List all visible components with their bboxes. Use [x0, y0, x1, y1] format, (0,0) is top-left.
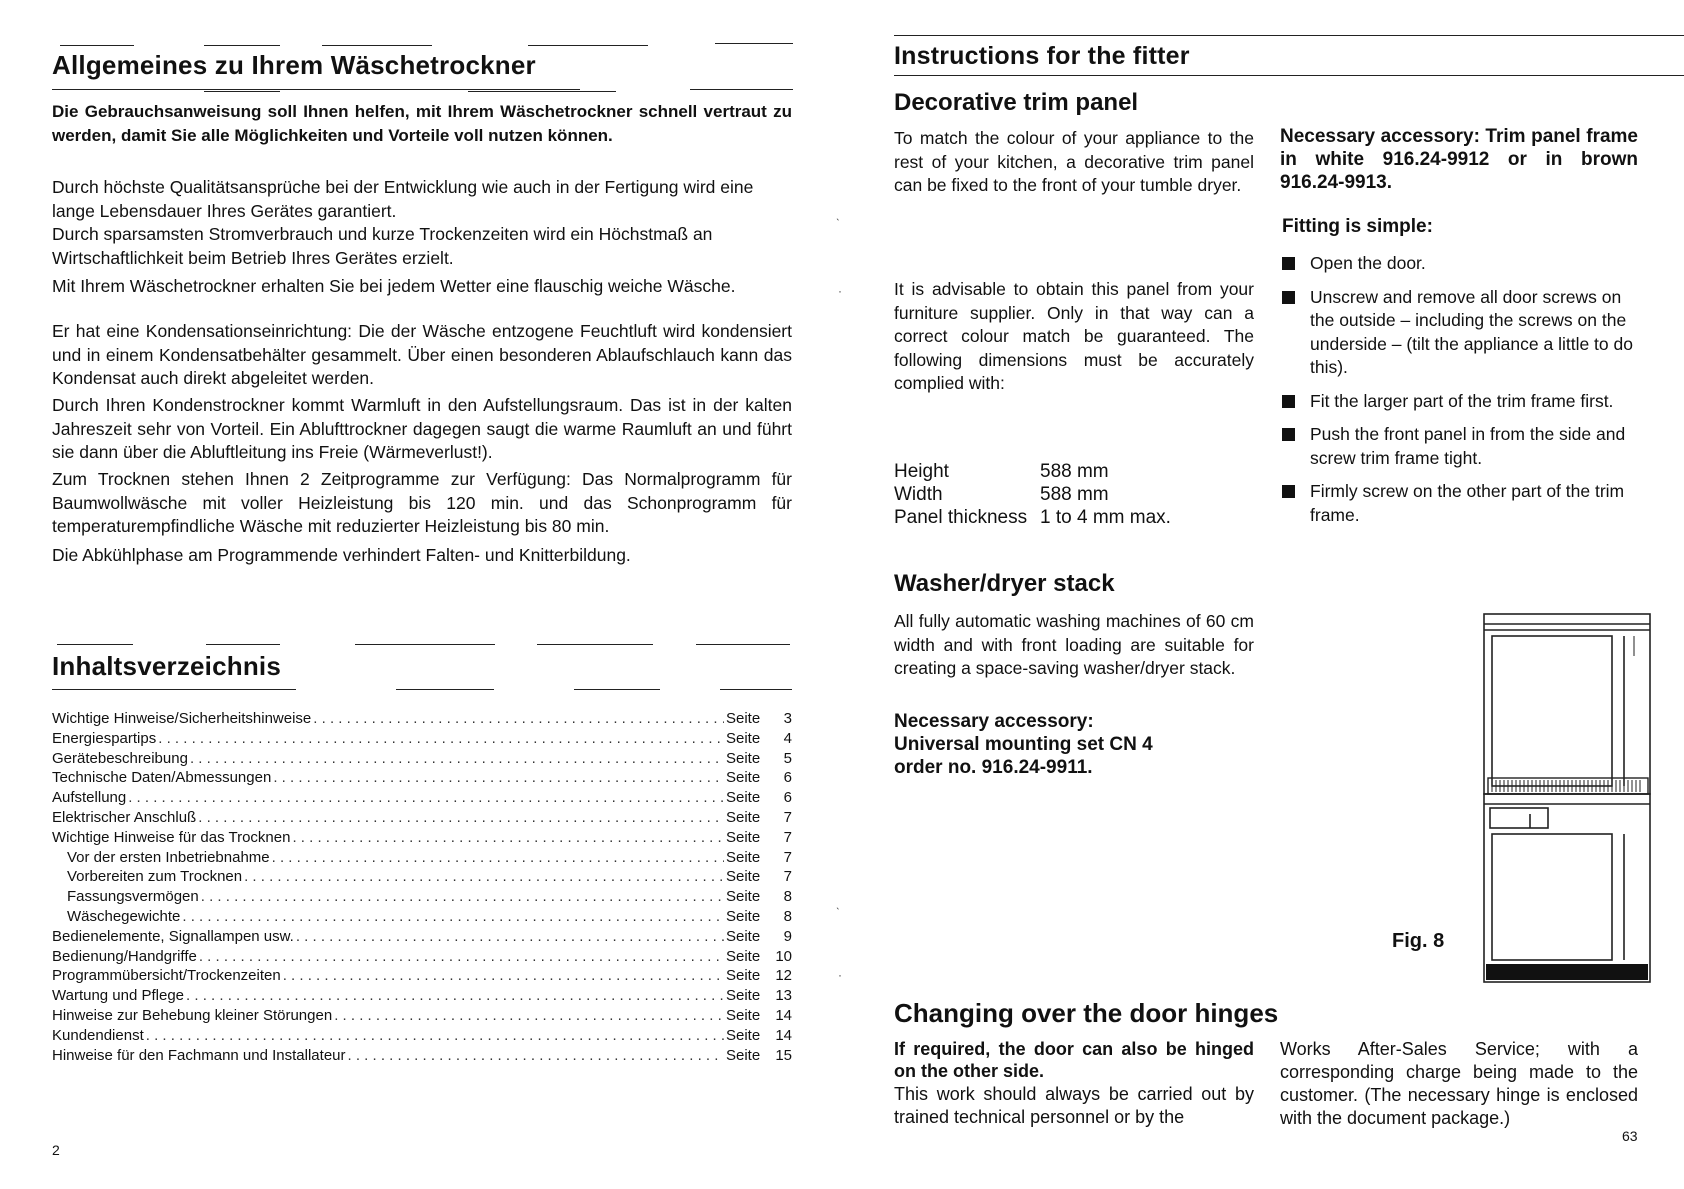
toc-entry	[52, 887, 792, 907]
decorative-rule	[574, 689, 660, 690]
toc-page-word: Seite	[726, 947, 761, 965]
toc-entry-label: Hinweise zur Behebung kleiner Störungen	[52, 1006, 333, 1024]
table-of-contents	[52, 709, 792, 1065]
figure-caption: Fig. 8	[1392, 930, 1445, 952]
fitting-title: Fitting is simple:	[1282, 216, 1433, 237]
page-number: 63	[1622, 1128, 1638, 1144]
stack-accessory-line: Necessary accessory:	[894, 711, 1094, 732]
toc-entry-label: Technische Daten/Abmessungen	[52, 769, 272, 787]
hinges-text-right: Works After-Sales Service; with a corresponding charge being made to the customer. (The necessary hinge is enclosed with the document package.)	[1280, 1039, 1638, 1128]
toc-entry-label: Bedienung/Handgriffe	[52, 947, 197, 965]
toc-leader-dots	[244, 867, 724, 887]
toc-leader-dots	[158, 729, 724, 749]
toc-entry	[52, 709, 792, 729]
scan-mark: ˎ	[836, 207, 840, 221]
decorative-rule	[204, 45, 280, 46]
list-item: Push the front panel in from the side and screw trim frame tight.	[1280, 423, 1638, 470]
toc-entry-label: Wäschegewichte	[67, 907, 181, 925]
toc-entry	[52, 788, 792, 808]
toc-page-number: 8	[783, 888, 792, 906]
decorative-rule	[206, 644, 280, 645]
washer-control-panel	[1490, 808, 1548, 828]
washer-dryer-stack-figure	[1482, 610, 1682, 992]
toc-page-number: 6	[783, 789, 792, 807]
toc-entry-label: Elektrischer Anschluß	[52, 808, 197, 826]
toc-entry	[52, 966, 792, 986]
toc-page-number: 9	[783, 927, 792, 945]
decorative-rule	[60, 45, 134, 46]
toc-entry-label: Bedienelemente, Signallampen usw.	[52, 927, 294, 945]
toc-page-number: 3	[783, 710, 792, 727]
dimension-row	[894, 483, 1171, 506]
scan-mark: ˎ	[836, 896, 840, 910]
toc-page-number: 12	[775, 967, 792, 985]
toc-entry-label: Energiespartips	[52, 729, 157, 747]
page-number: 2	[52, 1142, 60, 1158]
toc-page-number: 14	[775, 1006, 792, 1024]
toc-page-word: Seite	[726, 1046, 761, 1064]
toc-entry-label: Wichtige Hinweise/Sicherheitshinweise	[52, 710, 312, 727]
toc-leader-dots	[146, 1026, 724, 1046]
toc-page-number: 7	[783, 828, 792, 846]
toc-entry-label: Vor der ersten Inbetriebnahme	[67, 848, 270, 866]
trim-intro: To match the colour of your appliance to the rest of your kitchen, a decorative trim panel can be fixed to the front of your tumble dryer.	[894, 128, 1254, 195]
section-heading-trim: Decorative trim panel	[894, 89, 1139, 116]
toc-entry-label: Wichtige Hinweise für das Trocknen	[52, 828, 291, 846]
toc-entry	[52, 867, 792, 887]
toc-entry-label: Wartung und Pflege	[52, 987, 185, 1005]
body-paragraph: Er hat eine Kondensationseinrichtung: Die der Wäsche entzogene Feuchtluft wird kondensiert und in einem Kondensatbehälter gesammelt. Über einen besonderen Ablaufschlauch kann das Kondensat auch direkt abgeleitet werden.	[52, 321, 792, 388]
toc-page-word: Seite	[726, 868, 761, 886]
toc-entry	[52, 1046, 792, 1066]
toc-entry	[52, 1006, 792, 1026]
dimension-label: Panel thickness	[894, 507, 1028, 528]
hinges-bold-text: If required, the door can also be hinged on the other side.	[894, 1039, 1254, 1081]
decorative-rule	[468, 91, 616, 92]
fitting-steps	[1280, 252, 1638, 537]
toc-page-word: Seite	[726, 848, 761, 866]
toc-page-word: Seite	[726, 769, 761, 787]
toc-page-number: 10	[775, 947, 792, 965]
toc-entry	[52, 907, 792, 927]
toc-leader-dots	[182, 907, 724, 927]
toc-page-word: Seite	[726, 987, 761, 1005]
decorative-rule	[322, 45, 432, 46]
toc-leader-dots	[292, 828, 724, 848]
body-paragraph: Durch sparsamsten Stromverbrauch und kurze Trockenzeiten wird ein Höchstmaß an Wirtschaftlichkeit beim Betrieb Ihres Gerätes erzielt.	[52, 224, 713, 268]
body-paragraph: Durch Ihren Kondenstrockner kommt Warmluft in den Aufstellungsraum. Das ist in der kalten Jahreszeit sehr von Vorteil. Ein Ablufttrockner dagegen saugt die warme Raumluft an und führt sie dann über die Abluftleitung ins Freie (Wärmeverlust!).	[52, 395, 792, 462]
dimension-value: 588 mm	[1040, 484, 1109, 505]
toc-leader-dots	[313, 709, 724, 729]
stack-text: All fully automatic washing machines of 60 cm width and with front loading are suitable for creating a space-saving washer/dryer stack.	[894, 611, 1254, 678]
dryer-body	[1484, 614, 1650, 794]
trim-advice: It is advisable to obtain this panel from your furniture supplier. Only in that way can a correct colour match be guaranteed. The following dimensions must be accurately complied with:	[894, 279, 1254, 393]
dimensions-table	[894, 460, 1171, 529]
intro-text: Die Gebrauchsanweisung soll Ihnen helfen, mit Ihrem Wäschetrockner schnell vertraut zu werden, damit Sie alle Möglichkeiten und Vorteile voll nutzen können.	[52, 102, 792, 145]
toc-entry	[52, 986, 792, 1006]
toc-page-word: Seite	[726, 888, 761, 906]
toc-entry	[52, 927, 792, 947]
toc-entry-label: Fassungsvermögen	[67, 888, 199, 906]
dimension-value: 1 to 4 mm max.	[1040, 507, 1171, 528]
toc-page-number: 7	[783, 848, 792, 866]
toc-page-word: Seite	[726, 710, 761, 727]
stack-accessory	[894, 710, 1153, 779]
toc-leader-dots	[199, 947, 724, 967]
title-underline	[52, 689, 296, 690]
toc-page-number: 7	[783, 868, 792, 886]
dimension-row	[894, 506, 1171, 529]
page-title: Instructions for the fitter	[894, 42, 1190, 70]
toc-page-word: Seite	[726, 1026, 761, 1044]
toc-leader-dots	[296, 927, 724, 947]
scan-mark: ·	[838, 284, 842, 298]
title-underline	[52, 89, 580, 90]
washer-door	[1492, 834, 1612, 960]
dimension-row	[894, 460, 1171, 483]
toc-page-number: 6	[783, 769, 792, 787]
section-heading-hinges: Changing over the door hinges	[894, 998, 1279, 1028]
toc-entry	[52, 729, 792, 749]
right-page	[842, 0, 1684, 1189]
decorative-rule	[57, 644, 133, 645]
body-paragraph: Mit Ihrem Wäschetrockner erhalten Sie bei jedem Wetter eine flauschig weiche Wäsche.	[52, 276, 736, 296]
toc-leader-dots	[198, 808, 724, 828]
toc-page-number: 15	[775, 1046, 792, 1064]
title-overline	[894, 35, 1684, 36]
toc-entry-label: Aufstellung	[52, 789, 127, 807]
toc-leader-dots	[283, 966, 724, 986]
toc-page-word: Seite	[726, 729, 761, 747]
toc-page-word: Seite	[726, 789, 761, 807]
toc-title: Inhaltsverzeichnis	[52, 651, 282, 681]
decorative-rule	[537, 644, 653, 645]
toc-entry	[52, 808, 792, 828]
body-paragraph: Die Abkühlphase am Programmende verhindert Falten- und Knitterbildung.	[52, 545, 631, 565]
decorative-rule	[528, 45, 648, 46]
washer-plinth	[1486, 964, 1648, 980]
toc-page-number: 4	[783, 729, 792, 747]
dimension-value: 588 mm	[1040, 461, 1109, 482]
toc-leader-dots	[201, 887, 724, 907]
toc-page-number: 8	[783, 907, 792, 925]
decorative-rule	[696, 644, 790, 645]
decorative-rule	[355, 644, 495, 645]
toc-entry	[52, 848, 792, 868]
toc-leader-dots	[186, 986, 724, 1006]
body-paragraph: Zum Trocknen stehen Ihnen 2 Zeitprogramme zur Verfügung: Das Normalprogramm für Baumwollwäsche mit voller Heizleistung bis 120 min. und das Schonprogramm für temperaturempfindliche Wäsche mit reduzierter Heizleistung bis 80 min.	[52, 469, 792, 536]
hinges-text-left: This work should always be carried out by trained technical personnel or by the	[894, 1084, 1254, 1127]
toc-page-word: Seite	[726, 907, 761, 925]
decorative-rule	[690, 89, 793, 90]
toc-entry-label: Gerätebeschreibung	[52, 749, 188, 767]
toc-page-word: Seite	[726, 967, 761, 985]
toc-entry-label: Hinweise für den Fachmann und Installateur	[52, 1046, 346, 1064]
toc-page-word: Seite	[726, 749, 761, 767]
toc-entry-label: Programmübersicht/Trockenzeiten	[52, 967, 281, 985]
toc-page-word: Seite	[726, 1006, 761, 1024]
toc-page-word: Seite	[726, 828, 761, 846]
toc-page-word: Seite	[726, 808, 761, 826]
dimension-label: Height	[894, 461, 949, 482]
page-title: Allgemeines zu Ihrem Wäschetrockner	[52, 50, 536, 80]
decorative-rule	[396, 689, 494, 690]
toc-leader-dots	[128, 788, 724, 808]
toc-entry	[52, 749, 792, 769]
title-underline	[894, 75, 1684, 76]
washer-body	[1484, 794, 1650, 982]
list-item: Fit the larger part of the trim frame first.	[1280, 390, 1638, 414]
toc-entry	[52, 828, 792, 848]
toc-leader-dots	[273, 768, 724, 788]
stack-accessory-line: Universal mounting set CN 4	[894, 734, 1153, 755]
decorative-rule	[720, 689, 792, 690]
toc-leader-dots	[348, 1046, 725, 1066]
toc-entry-label: Vorbereiten zum Trocknen	[67, 868, 243, 886]
list-item: Firmly screw on the other part of the trim frame.	[1280, 480, 1638, 527]
toc-page-word: Seite	[726, 927, 761, 945]
body-paragraph: Durch höchste Qualitätsansprüche bei der Entwicklung wie auch in der Fertigung wird eine lange Lebensdauer Ihres Gerätes garantiert.	[52, 177, 754, 221]
section-heading-stack: Washer/dryer stack	[894, 570, 1115, 597]
toc-entry	[52, 947, 792, 967]
toc-entry	[52, 1026, 792, 1046]
toc-page-number: 13	[775, 987, 792, 1005]
stack-accessory-line: order no. 916.24-9911.	[894, 757, 1093, 778]
dimension-label: Width	[894, 484, 943, 505]
toc-leader-dots	[190, 749, 724, 769]
scan-mark: ·	[838, 968, 842, 982]
toc-leader-dots	[334, 1006, 724, 1026]
toc-page-number: 14	[775, 1026, 792, 1044]
toc-leader-dots	[272, 848, 724, 868]
list-item: Open the door.	[1280, 252, 1638, 276]
dryer-door	[1492, 636, 1612, 786]
toc-entry	[52, 768, 792, 788]
toc-entry-label: Kundendienst	[52, 1026, 144, 1044]
decorative-rule	[204, 91, 280, 92]
trim-accessory: Necessary accessory: Trim panel frame in white 916.24-9912 or in brown 916.24-9913.	[1280, 126, 1638, 193]
toc-page-number: 5	[783, 749, 792, 767]
decorative-rule	[715, 43, 793, 44]
toc-page-number: 7	[783, 808, 792, 826]
list-item: Unscrew and remove all door screws on the outside – including the screws on the underside – (tilt the appliance a little to do this).	[1280, 286, 1638, 380]
